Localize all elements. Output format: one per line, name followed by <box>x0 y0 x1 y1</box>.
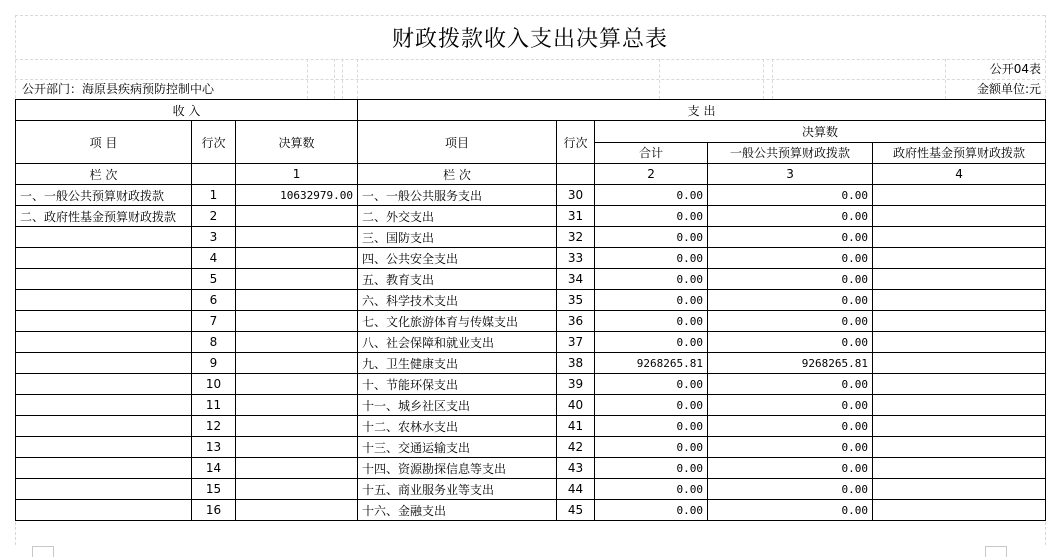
column-number: 2 <box>595 164 708 185</box>
general-budget-cell: 0.00 <box>708 311 873 332</box>
gov-fund-cell <box>873 290 1046 311</box>
expense-rowno-cell: 45 <box>557 500 595 521</box>
income-rowno-cell: 4 <box>192 248 236 269</box>
income-amount-cell <box>236 395 358 416</box>
income-amount-cell <box>236 437 358 458</box>
income-rowno-cell: 11 <box>192 395 236 416</box>
income-amount-cell <box>236 416 358 437</box>
income-amount-cell <box>236 311 358 332</box>
general-budget-cell: 0.00 <box>708 416 873 437</box>
income-rowno-cell: 15 <box>192 479 236 500</box>
expense-rowno-cell: 35 <box>557 290 595 311</box>
column-label: 栏 次 <box>358 164 557 185</box>
income-amount-cell <box>236 269 358 290</box>
general-budget-cell: 0.00 <box>708 332 873 353</box>
total-amount-cell: 0.00 <box>595 458 708 479</box>
gov-fund-cell <box>873 206 1046 227</box>
total-amount-cell: 0.00 <box>595 500 708 521</box>
gov-fund-cell <box>873 248 1046 269</box>
gov-fund-cell <box>873 332 1046 353</box>
income-amount-cell <box>236 353 358 374</box>
general-budget-cell: 0.00 <box>708 374 873 395</box>
total-amount-cell: 0.00 <box>595 416 708 437</box>
income-amount-cell <box>236 332 358 353</box>
total-amount-cell: 0.00 <box>595 290 708 311</box>
general-budget-cell: 0.00 <box>708 500 873 521</box>
income-rowno-cell: 12 <box>192 416 236 437</box>
expense-item-cell: 十二、农林水支出 <box>358 416 557 437</box>
column-number: 4 <box>873 164 1046 185</box>
income-item-cell <box>16 311 192 332</box>
expense-item-cell: 十一、城乡社区支出 <box>358 395 557 416</box>
expense-item-cell: 十三、交通运输支出 <box>358 437 557 458</box>
general-budget-cell: 9268265.81 <box>708 353 873 374</box>
income-amount-cell <box>236 227 358 248</box>
income-rowno-cell: 13 <box>192 437 236 458</box>
income-rowno-cell: 3 <box>192 227 236 248</box>
income-item-cell <box>16 332 192 353</box>
income-rowno-cell: 2 <box>192 206 236 227</box>
general-budget-cell: 0.00 <box>708 185 873 206</box>
gov-fund-cell <box>873 458 1046 479</box>
total-header: 合计 <box>595 142 708 164</box>
income-amount-cell <box>236 500 358 521</box>
income-item-cell <box>16 395 192 416</box>
expense-rowno-cell: 32 <box>557 227 595 248</box>
total-amount-cell: 9268265.81 <box>595 353 708 374</box>
expense-item-cell: 四、公共安全支出 <box>358 248 557 269</box>
expense-item-cell: 七、文化旅游体育与传媒支出 <box>358 311 557 332</box>
expense-rowno-cell: 43 <box>557 458 595 479</box>
total-amount-cell: 0.00 <box>595 332 708 353</box>
table-row <box>16 437 1046 458</box>
gov-fund-cell <box>873 416 1046 437</box>
expense-item-cell: 二、外交支出 <box>358 206 557 227</box>
unit-label: 金额单位:元 <box>976 82 1041 96</box>
income-item-cell <box>16 248 192 269</box>
gov-fund-cell <box>873 479 1046 500</box>
income-rowno-cell: 10 <box>192 374 236 395</box>
income-amount-cell <box>236 374 358 395</box>
income-item-cell <box>16 269 192 290</box>
general-budget-cell: 0.00 <box>708 206 873 227</box>
column-number-row <box>16 164 1046 185</box>
table-row <box>16 290 1046 311</box>
expense-item-cell: 十五、商业服务业等支出 <box>358 479 557 500</box>
gov-fund-cell <box>873 500 1046 521</box>
expense-item-cell: 一、一般公共服务支出 <box>358 185 557 206</box>
expense-rowno-cell: 39 <box>557 374 595 395</box>
income-item-cell <box>16 479 192 500</box>
table-row <box>16 248 1046 269</box>
table-row <box>16 395 1046 416</box>
expense-amount-header: 决算数 <box>595 121 1046 143</box>
expense-rowno-cell: 33 <box>557 248 595 269</box>
general-budget-cell: 0.00 <box>708 269 873 290</box>
expense-rowno-cell: 34 <box>557 269 595 290</box>
income-rowno-cell: 1 <box>192 185 236 206</box>
sheet-scroll-marker[interactable] <box>985 546 1007 557</box>
gov-fund-cell <box>873 311 1046 332</box>
income-rowno-cell: 7 <box>192 311 236 332</box>
header-row-section <box>16 100 1046 121</box>
column-blank <box>557 164 595 185</box>
table-row <box>16 206 1046 227</box>
income-item-cell <box>16 500 192 521</box>
income-item-cell <box>16 374 192 395</box>
income-amount-cell <box>236 458 358 479</box>
income-rowno-header: 行次 <box>192 121 236 164</box>
general-budget-cell: 0.00 <box>708 458 873 479</box>
income-rowno-cell: 16 <box>192 500 236 521</box>
column-number: 3 <box>708 164 873 185</box>
income-amount-cell <box>236 290 358 311</box>
department-label: 公开部门：海原县疾病预防控制中心 <box>22 82 215 96</box>
general-budget-header: 一般公共预算财政拨款 <box>708 142 873 164</box>
expense-rowno-cell: 44 <box>557 479 595 500</box>
income-rowno-cell: 9 <box>192 353 236 374</box>
income-item-cell: 一、一般公共预算财政拨款 <box>16 185 192 206</box>
table-row <box>16 458 1046 479</box>
gov-fund-cell <box>873 227 1046 248</box>
general-budget-cell: 0.00 <box>708 290 873 311</box>
income-amount-header: 决算数 <box>236 121 358 164</box>
gov-fund-cell <box>873 353 1046 374</box>
gov-fund-cell <box>873 437 1046 458</box>
gov-fund-cell <box>873 374 1046 395</box>
total-amount-cell: 0.00 <box>595 437 708 458</box>
income-item-cell <box>16 437 192 458</box>
total-amount-cell: 0.00 <box>595 269 708 290</box>
expense-rowno-cell: 37 <box>557 332 595 353</box>
column-label: 栏 次 <box>16 164 192 185</box>
expense-item-cell: 十、节能环保支出 <box>358 374 557 395</box>
expense-rowno-cell: 38 <box>557 353 595 374</box>
expense-item-cell: 九、卫生健康支出 <box>358 353 557 374</box>
total-amount-cell: 0.00 <box>595 479 708 500</box>
expense-rowno-cell: 41 <box>557 416 595 437</box>
income-item-header: 项 目 <box>16 121 192 164</box>
income-amount-cell: 10632979.00 <box>236 185 358 206</box>
expense-item-cell: 十四、资源勘探信息等支出 <box>358 458 557 479</box>
expense-rowno-cell: 36 <box>557 311 595 332</box>
expense-rowno-cell: 31 <box>557 206 595 227</box>
table-row <box>16 500 1046 521</box>
total-amount-cell: 0.00 <box>595 311 708 332</box>
income-header: 收 入 <box>16 100 358 121</box>
table-row <box>16 353 1046 374</box>
table-code: 公开04表 <box>989 62 1041 76</box>
report-title: 财政拨款收入支出决算总表 <box>391 26 668 52</box>
expense-item-cell: 三、国防支出 <box>358 227 557 248</box>
income-rowno-cell: 6 <box>192 290 236 311</box>
expense-item-cell: 十六、金融支出 <box>358 500 557 521</box>
table-row <box>16 416 1046 437</box>
table-row <box>16 185 1046 206</box>
general-budget-cell: 0.00 <box>708 437 873 458</box>
table-row <box>16 269 1046 290</box>
general-budget-cell: 0.00 <box>708 248 873 269</box>
income-amount-cell <box>236 248 358 269</box>
expense-rowno-cell: 40 <box>557 395 595 416</box>
table-row <box>16 374 1046 395</box>
total-amount-cell: 0.00 <box>595 395 708 416</box>
gov-fund-header: 政府性基金预算财政拨款 <box>873 142 1046 164</box>
expense-item-header: 项目 <box>358 121 557 164</box>
sheet-scroll-marker[interactable] <box>32 546 54 557</box>
income-amount-cell <box>236 206 358 227</box>
income-rowno-cell: 14 <box>192 458 236 479</box>
expense-rowno-header: 行次 <box>557 121 595 164</box>
gov-fund-cell <box>873 185 1046 206</box>
total-amount-cell: 0.00 <box>595 227 708 248</box>
income-item-cell <box>16 458 192 479</box>
table-row <box>16 227 1046 248</box>
general-budget-cell: 0.00 <box>708 227 873 248</box>
total-amount-cell: 0.00 <box>595 374 708 395</box>
income-expense-table <box>15 99 1046 521</box>
expense-rowno-cell: 30 <box>557 185 595 206</box>
income-amount-cell <box>236 479 358 500</box>
expense-rowno-cell: 42 <box>557 437 595 458</box>
income-item-cell <box>16 227 192 248</box>
column-number: 1 <box>236 164 358 185</box>
column-blank <box>192 164 236 185</box>
gov-fund-cell <box>873 269 1046 290</box>
income-item-cell: 二、政府性基金预算财政拨款 <box>16 206 192 227</box>
expense-item-cell: 八、社会保障和就业支出 <box>358 332 557 353</box>
total-amount-cell: 0.00 <box>595 185 708 206</box>
income-rowno-cell: 8 <box>192 332 236 353</box>
expense-item-cell: 五、教育支出 <box>358 269 557 290</box>
income-item-cell <box>16 290 192 311</box>
general-budget-cell: 0.00 <box>708 395 873 416</box>
total-amount-cell: 0.00 <box>595 248 708 269</box>
total-amount-cell: 0.00 <box>595 206 708 227</box>
income-rowno-cell: 5 <box>192 269 236 290</box>
table-row <box>16 332 1046 353</box>
expense-header: 支 出 <box>358 100 1046 121</box>
general-budget-cell: 0.00 <box>708 479 873 500</box>
income-item-cell <box>16 416 192 437</box>
gov-fund-cell <box>873 395 1046 416</box>
table-row <box>16 311 1046 332</box>
income-item-cell <box>16 353 192 374</box>
table-row <box>16 479 1046 500</box>
header-row-1 <box>16 121 1046 143</box>
expense-item-cell: 六、科学技术支出 <box>358 290 557 311</box>
